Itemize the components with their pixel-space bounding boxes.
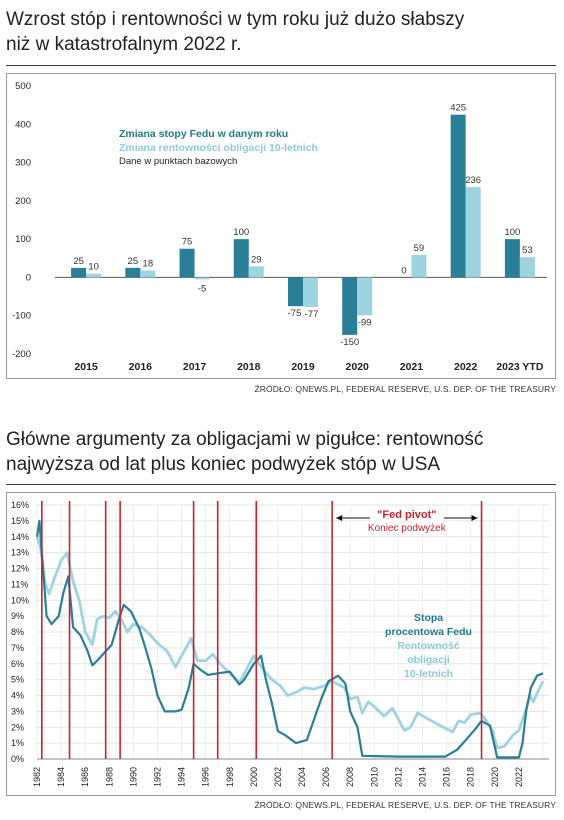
fed-rate-bar	[125, 268, 140, 278]
legend-bond: Zmiana rentowności obligacji 10-letnich	[119, 142, 318, 154]
x-tick-label: 2018	[237, 361, 261, 373]
y-tick-label: 15%	[11, 515, 30, 526]
x-tick-label: 2016	[441, 766, 452, 787]
bond-yield-bar	[140, 271, 155, 278]
x-tick-label: 2020	[345, 361, 369, 373]
bar-value-label: 100	[504, 227, 521, 239]
x-tick-label: 2017	[182, 361, 207, 373]
fed-rate-line	[37, 521, 543, 758]
title-rule-1	[6, 65, 556, 66]
chart1-title-line1: Wzrost stóp i rentowności w tym roku już dużo słabszy	[6, 9, 465, 30]
y-tick-label: 12%	[11, 563, 30, 574]
x-tick-label: 2023 YTD	[496, 361, 544, 373]
x-tick-label: 2016	[128, 361, 153, 373]
fed-rate-bar	[180, 249, 195, 278]
bond-yield-bar	[411, 255, 426, 278]
x-tick-label: 2022	[453, 361, 478, 373]
chart2-title-line2: najwyższa od lat plus koniec podwyżek stóp w USA	[6, 454, 441, 475]
x-tick-label: 2020	[489, 766, 500, 787]
y-tick-label: 10%	[11, 595, 30, 606]
chart2-title-line1: Główne argumenty za obligacjami w pigułce: rentowność	[6, 429, 484, 450]
y-tick-label: 100	[15, 234, 31, 246]
arrow-head-right	[472, 515, 478, 521]
bar-value-label: 25	[73, 255, 84, 267]
y-tick-label: 1%	[11, 738, 25, 749]
line-chart	[7, 493, 555, 795]
x-tick-label: 2014	[417, 766, 428, 787]
x-tick-label: 2015	[74, 361, 98, 373]
x-tick-label: 1986	[80, 766, 91, 787]
legend-fed: Stopa	[413, 612, 444, 624]
fed-rate-bar	[71, 268, 86, 278]
bar-value-label: 0	[401, 265, 407, 277]
y-tick-label: 13%	[11, 547, 30, 558]
legend-fed: procentowa Fedu	[385, 626, 472, 638]
x-tick-label: 1992	[152, 766, 163, 787]
x-tick-label: 2002	[272, 766, 283, 787]
y-tick-label: 16%	[11, 500, 30, 510]
fed-rate-bar	[505, 239, 520, 277]
chart2-source: ŹRÓDŁO: QNEWS.PL, FEDERAL RESERVE, U.S. DEP. OF THE TREASURY	[254, 800, 556, 810]
chart1-title-line2: niż w katastrofalnym 2022 r.	[6, 34, 242, 55]
bond-yield-bar	[86, 274, 101, 278]
bar-value-label: 10	[88, 261, 99, 273]
fed-rate-bar	[288, 277, 303, 306]
bar-value-label: -77	[304, 308, 319, 320]
y-tick-label: 8%	[11, 627, 25, 637]
x-tick-label: 1996	[200, 766, 211, 787]
title-rule-2	[6, 484, 556, 485]
x-tick-label: 2021	[399, 361, 424, 373]
arrow-head-left	[336, 515, 342, 521]
bar-value-label: 18	[142, 258, 154, 270]
x-tick-label: 1990	[128, 766, 139, 787]
fed-rate-bar	[451, 115, 466, 278]
bond-yield-bar	[249, 266, 264, 277]
x-tick-label: 2008	[345, 766, 356, 787]
y-tick-label: 200	[15, 195, 31, 207]
bar-value-label: 236	[465, 175, 482, 187]
y-tick-label: 500	[15, 81, 31, 92]
x-tick-label: 1982	[32, 766, 42, 787]
x-tick-label: 2012	[393, 766, 404, 787]
x-tick-label: 2004	[297, 766, 308, 787]
legend-bond: Rentowność	[397, 640, 460, 652]
y-tick-label: 5%	[11, 674, 25, 685]
y-tick-label: 300	[15, 157, 31, 169]
bar-value-label: 100	[233, 227, 250, 239]
chart1-source: ŹRÓDŁO: QNEWS.PL, FEDERAL RESERVE, U.S. DEP. OF THE TREASURY	[254, 384, 556, 394]
annotation-subtitle: Koniec podwyżek	[367, 523, 446, 534]
legend-fed: Zmiana stopy Fedu w danym roku	[119, 128, 289, 140]
y-tick-label: 14%	[11, 531, 30, 542]
bar-value-label: -150	[340, 336, 360, 348]
x-tick-label: 2000	[248, 766, 259, 787]
fed-rate-bar	[234, 239, 249, 277]
bar-chart	[7, 74, 555, 378]
annotation-title: "Fed pivot"	[377, 509, 437, 521]
x-tick-label: 1994	[176, 766, 187, 787]
bar-value-label: 425	[450, 102, 467, 114]
y-tick-label: 9%	[11, 611, 25, 622]
bar-value-label: 59	[413, 242, 425, 254]
bar-value-label: -5	[197, 283, 207, 295]
y-tick-label: 3%	[11, 706, 25, 717]
bar-value-label: 75	[181, 236, 193, 248]
y-tick-label: 400	[15, 119, 31, 131]
x-tick-label: 1988	[104, 766, 115, 787]
x-tick-label: 2022	[513, 766, 524, 787]
y-tick-label: -100	[11, 310, 31, 322]
bond-yield-bar	[520, 257, 535, 277]
bond-yield-bar	[357, 277, 372, 315]
bond-yield-bar	[466, 187, 481, 277]
x-tick-label: 1984	[56, 766, 67, 787]
y-tick-label: 11%	[11, 579, 29, 590]
y-tick-label: 0	[25, 272, 31, 284]
bar-value-label: 29	[250, 254, 262, 266]
y-tick-label: 6%	[11, 658, 25, 669]
legend-note: Dane w punktach bazowych	[119, 156, 238, 167]
chart2-frame	[6, 492, 556, 796]
bar-value-label: -99	[357, 317, 372, 329]
x-tick-label: 2006	[321, 766, 332, 787]
y-tick-label: 4%	[11, 690, 25, 701]
x-tick-label: 1998	[224, 766, 235, 787]
bond-yield-bar	[195, 277, 210, 279]
y-tick-label: 0%	[11, 754, 25, 764]
bar-value-label: 53	[522, 245, 533, 257]
x-tick-label: 2019	[291, 361, 315, 373]
y-tick-label: -200	[11, 349, 31, 360]
bond-yield-bar	[303, 277, 318, 306]
x-tick-label: 2018	[465, 766, 476, 787]
legend-bond: obligacji	[407, 654, 450, 666]
bar-value-label: -75	[287, 308, 302, 320]
y-tick-label: 2%	[11, 722, 25, 733]
fed-rate-bar	[342, 277, 357, 334]
chart1-frame	[6, 73, 556, 379]
x-tick-label: 2010	[369, 766, 380, 787]
legend-bond: 10-letnich	[404, 668, 454, 680]
y-tick-label: 7%	[11, 642, 25, 653]
bar-value-label: 25	[127, 255, 139, 267]
